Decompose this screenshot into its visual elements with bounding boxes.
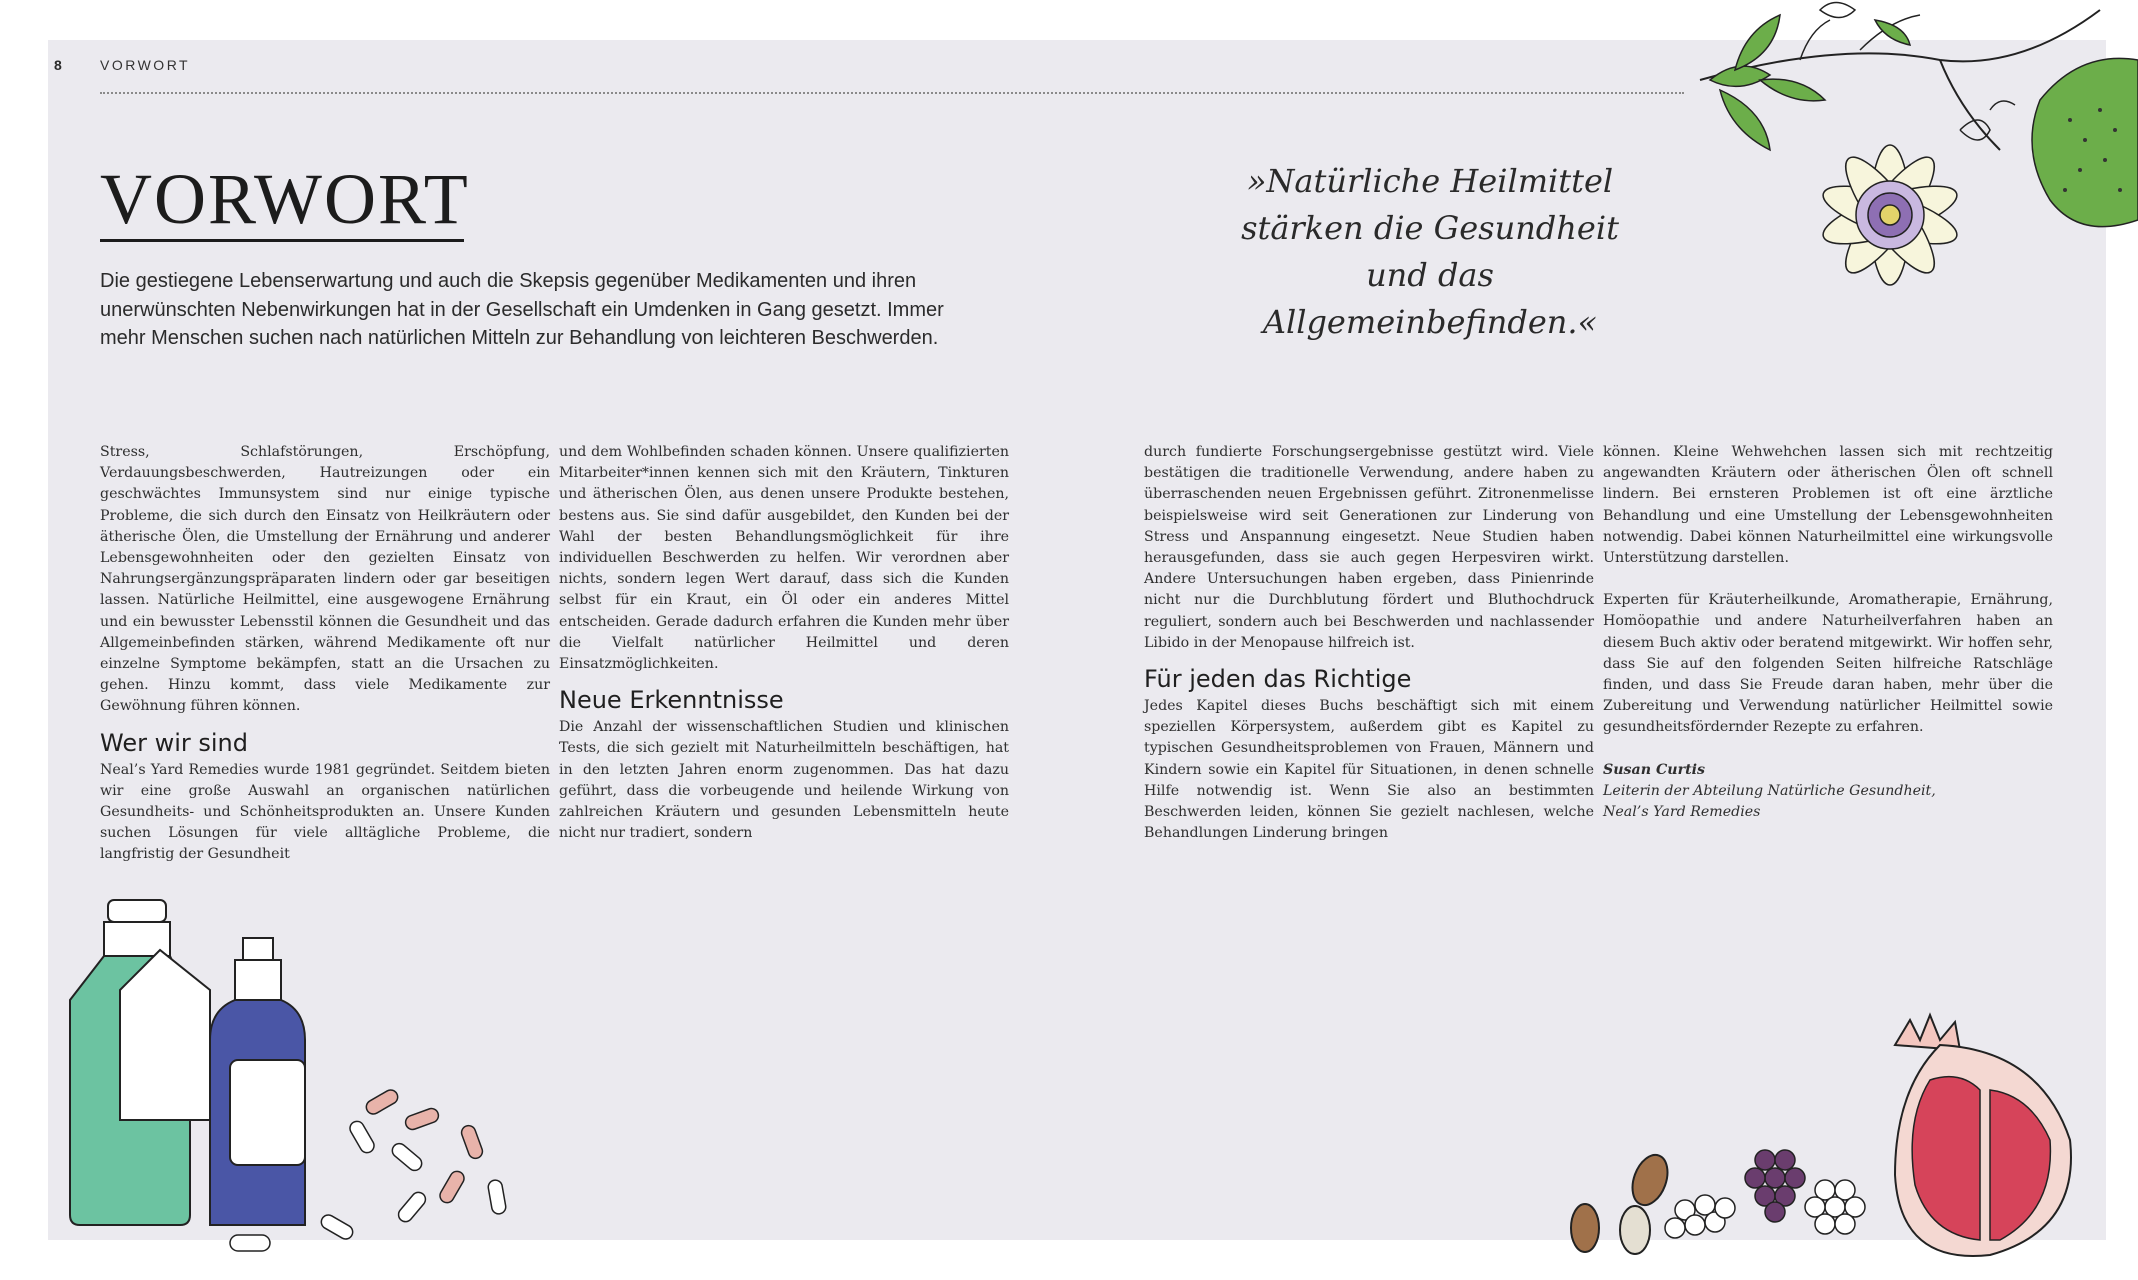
passionflower-illustration (1660, 0, 2138, 360)
text-column-1 (100, 442, 550, 866)
intro-paragraph: Die gestiegene Lebenserwartung und auch die Skepsis gegenüber Medikamenten und ihren unerwünschten Nebenwirkungen hat in der Gesellschaft ein Umdenken in Gang gesetzt. Immer mehr Menschen suchen nach natürlichen Mitteln zur Behandlung von leichteren Beschwerden. (100, 270, 944, 349)
section-heading-wer-wir-sind: Wer wir sind (100, 728, 248, 757)
title-underline (100, 239, 464, 242)
column-paragraph: können. Kleine Wehwehchen lassen sich mit rechtzeitig angewandten Kräutern oder ätherischen Ölen oft schnell lindern. Bei ernsteren Problemen ist oft eine ärztliche Behandlung und eine Umstellung der Lebensgewohnheiten notwendig. Dabei können Naturheilmittel eine wirkungsvolle Unterstützung darstellen. (1603, 444, 2053, 567)
text-column-4 (1603, 442, 2053, 823)
page-title: VORWORT (100, 159, 470, 239)
column-paragraph: und dem Wohlbefinden schaden können. Unsere qualifizierten Mitarbeiter*innen kennen sich mit den Kräutern, Tinkturen und ätherischen Ölen, aus denen unsere Produkte bestehen, bestens aus. Sie sind dafür ausgebildet, den Kunden bei der Wahl der besten Behandlungsmöglichkeit für ihre individuellen Beschwerden zu helfen. Wir verordnen aber nichts, sondern legen Wert darauf, dass sich die Kunden selbst für ein Kraut, ein Öl oder ein anderes Mittel entscheiden. Gerade dadurch erfahren die Kunden mehr über die Vielfalt natürlicher Heilmittel und deren Einsatzmöglichkeiten. (559, 444, 1009, 673)
dotted-rule (100, 92, 1684, 94)
fruits-and-nuts-illustration (1560, 1000, 2100, 1265)
section-heading-fuer-jeden: Für jeden das Richtige (1144, 665, 1412, 694)
signature-name: Susan Curtis (1603, 761, 1706, 778)
column-paragraph: durch fundierte Forschungsergebnisse gestützt wird. Viele bestätigen die traditionelle Verwendung, andere haben zu überraschenden neuen Ergebnissen geführt. Zitronenmelisse beispielsweise wird seit Generationen zur Linderung von Stress und Anspannung eingesetzt. Neue Studien haben herausgefunden, dass sie auch gegen Herpesviren wirkt. Andere Untersuchungen haben ergeben, dass Pinienrinde nicht nur die Durchblutung fördert und Bluthochdruck reguliert, sondern auch bei Beschwerden und nachlassender Libido in der Menopause hilfreich ist. (1144, 444, 1594, 651)
signature-organization: Neal’s Yard Remedies (1603, 804, 1761, 821)
page-number: 8 (54, 57, 63, 73)
text-column-2 (559, 442, 1009, 844)
column-paragraph: Jedes Kapitel dieses Buchs beschäftigt sich mit einem speziellen Körpersystem, außerdem gibt es Kapitel zu typischen Gesundheitsproblemen von Frauen, Männern und Kindern sowie ein Kapitel für Situationen, in denen schnelle Hilfe notwendig ist. Wenn Sie also an bestimmten Beschwerden leiden, können Sie gezielt nachlesen, welche Behandlungen Linderung bringen (1144, 698, 1594, 842)
column-paragraph: Die Anzahl der wissenschaftlichen Studien und klinischen Tests, die sich gezielt mit Naturheilmitteln beschäftigen, hat in den letzten Jahren enorm zugenommen. Das hat dazu geführt, dass die vorbeugende und heilende Wirkung von zahlreichen Kräutern und gesunden Lebensmitteln heute nicht nur tradiert, sondern (559, 719, 1009, 842)
section-heading-neue-erkenntnisse: Neue Erkenntnisse (559, 686, 784, 715)
signature-role: Leiterin der Abteilung Natürliche Gesundheit, (1603, 782, 1936, 799)
column-paragraph: Experten für Kräuterheilkunde, Aromatherapie, Ernährung, Homöopathie und andere Naturheilverfahren haben an diesem Buch aktiv oder beratend mitgewirkt. Wir hoffen sehr, dass Sie auf den folgenden Seiten hilfreiche Ratschläge finden, und dass Sie Freude daran haben, mehr über die Zubereitung und Verwendung natürlicher Heilmittel sowie gesundheitsfördernder Rezepte zu erfahren. (1603, 592, 2053, 736)
column-paragraph: Stress, Schlafstörungen, Erschöpfung, Verdauungsbeschwerden, Hautreizungen oder ein geschwächtes Immunsystem sind nur einige typische Probleme, die sich durch den Einsatz von Heilkräutern oder ätherische Ölen, die Umstellung der Ernährung und anderer Lebensgewohnheiten oder den gezielten Einsatz von Nahrungsergänzungspräparaten lindern oder gar beseitigen lassen. Natürliche Heilmittel, eine ausgewogene Ernährung und ein bewusster Lebensstil können die Gesundheit und das Allgemeinbefinden stärken, während Medikamente oft nur einzelne Symptome bekämpfen, statt an die Ursachen zu gehen. Hinzu kommt, dass viele Medikamente zur Gewöhnung führen können. (100, 444, 550, 715)
bottles-and-pills-illustration (60, 890, 530, 1260)
running-head: VORWORT (100, 57, 191, 73)
text-column-3 (1144, 442, 1594, 844)
column-paragraph: Neal’s Yard Remedies wurde 1981 gegründet. Seitdem bieten wir eine große Auswahl an organischen natürlichen Gesundheits- und Schönheitsprodukten an. Unsere Kunden suchen Lösungen für viele alltägliche Probleme, die langfristig der Gesundheit (100, 761, 550, 863)
pull-quote: »Natürliche Heilmittel stärken die Gesundheit und das Allgemeinbefinden.« (1241, 162, 1619, 341)
